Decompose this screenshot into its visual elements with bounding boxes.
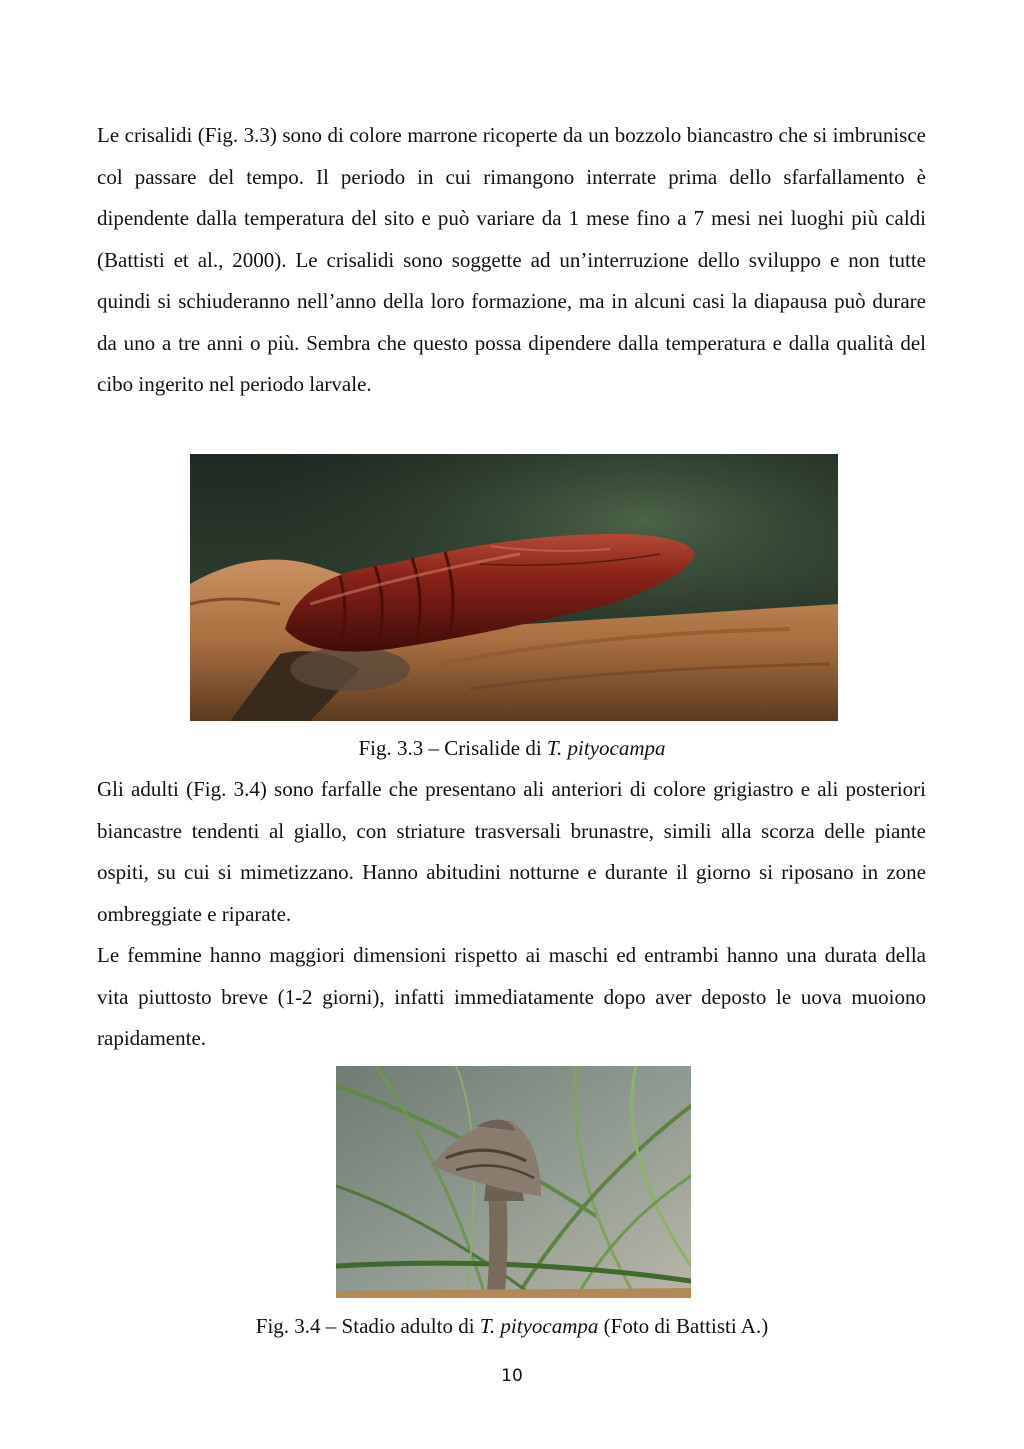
paragraph-chrysalis: Le crisalidi (Fig. 3.3) sono di colore marrone ricoperte da un bozzolo biancastro che si imbrunisce col passare del tempo. Il periodo in cui rimangono interrate prima dello sfarfallamento è dipendente dalla temperatura del sito e può variare da 1 mese fino a 7 mesi nei luoghi più caldi (Battisti et al., 2000). Le crisalidi sono soggette ad un’interruzione dello sviluppo e non tutte quindi si schiuderanno nell’anno della loro formazione, ma in alcuni casi la diapausa può durare da uno a tre anni o più. Sembra che questo possa dipendere dalla temperatura e dalla qualità del cibo ingerito nel periodo larvale. [97,123,926,396]
chrysalis-illustration [190,454,838,721]
figure-3-4-caption [0,1312,1024,1340]
figure-3-3-caption [0,734,1024,762]
moth-illustration [336,1066,691,1298]
adult-moth-photo [336,1066,691,1298]
page-number: 10 [501,1366,523,1386]
chrysalis-photo [190,454,838,721]
caption-text: Fig. 3.3 – Crisalide di [358,736,547,760]
caption-suffix: (Foto di Battisti A.) [598,1314,769,1338]
caption-text: Fig. 3.4 – Stadio adulto di [255,1314,480,1338]
species-name: T. pityocampa [479,1314,599,1338]
paragraph-adults: Gli adulti (Fig. 3.4) sono farfalle che presentano ali anteriori di colore grigiastro e ali posteriori biancastre tendenti al giallo, con striature trasversali brunastre, simili alla scorza delle piante ospiti, su cui si mimetizzano. Hanno abitudini notturne e durante il giorno si riposano in zone ombreggiate e riparate. [97,777,926,926]
paragraph-females: Le femmine hanno maggiori dimensioni rispetto ai maschi ed entrambi hanno una durata della vita piuttosto breve (1-2 giorni), infatti immediatamente dopo aver deposto le uova muoiono rapidamente. [97,943,926,1050]
species-name: T. pityocampa [546,736,666,760]
